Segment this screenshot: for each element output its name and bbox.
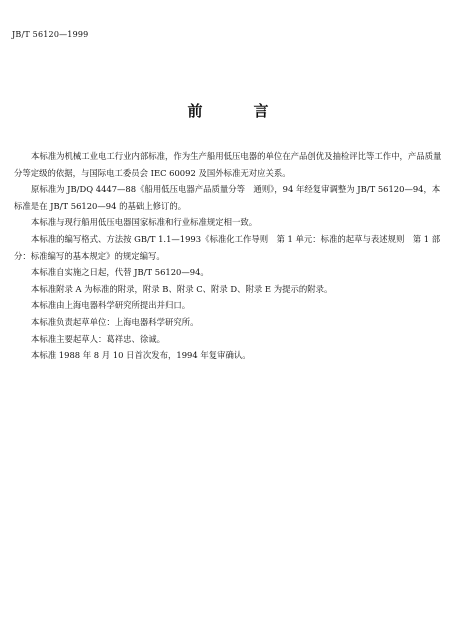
paragraph-consistency: 本标准与现行船用低压电器国家标准和行业标准规定相一致。 xyxy=(31,217,258,228)
foreword-body xyxy=(14,148,442,364)
paragraph-replaces: 本标准自实施之日起，代替 JB/T 56120—94。 xyxy=(31,267,209,278)
paragraph-format: 本标准的编写格式、方法按 GB/T 1.1—1993《标准化工作导则 第 1 单元：标准的起草与表述规则 第 1 部分：标准编写的基本规定》的规定编写。 xyxy=(14,233,441,261)
paragraph-history: 原标准为 JB/DQ 4447—88《船用低压电器产品质量分等 通则》，94 年经复审调整为 JB/T 56120—94，本标准是在 JB/T 56120—94 的基础上修订的。 xyxy=(14,184,441,211)
paragraph-publication: 本标准 1988 年 8 月 10 日首次发布，1994 年复审确认。 xyxy=(31,350,251,361)
page-title: 前 言 xyxy=(187,102,287,120)
paragraph-drafting-unit: 本标准负责起草单位：上海电器科学研究所。 xyxy=(31,316,199,327)
paragraph-drafters: 本标准主要起草人：葛祥忠、徐诚。 xyxy=(31,333,165,344)
paragraph-annexes: 本标准附录 A 为标准的附录，附录 B、附录 C、附录 D、附录 E 为提示的附录。 xyxy=(31,283,333,294)
paragraph-scope: 本标准为机械工业电工行业内部标准，作为生产船用低压电器的单位在产品创优及抽检评比等工作中，产品质量分等定级的依据，与国际电工委员会 IEC 60092 及国外标准无对应关系。 xyxy=(14,151,442,178)
paragraph-proposer: 本标准由上海电器科学研究所提出并归口。 xyxy=(31,300,191,311)
standard-code-header: JB/T 56120—1999 xyxy=(12,30,89,39)
